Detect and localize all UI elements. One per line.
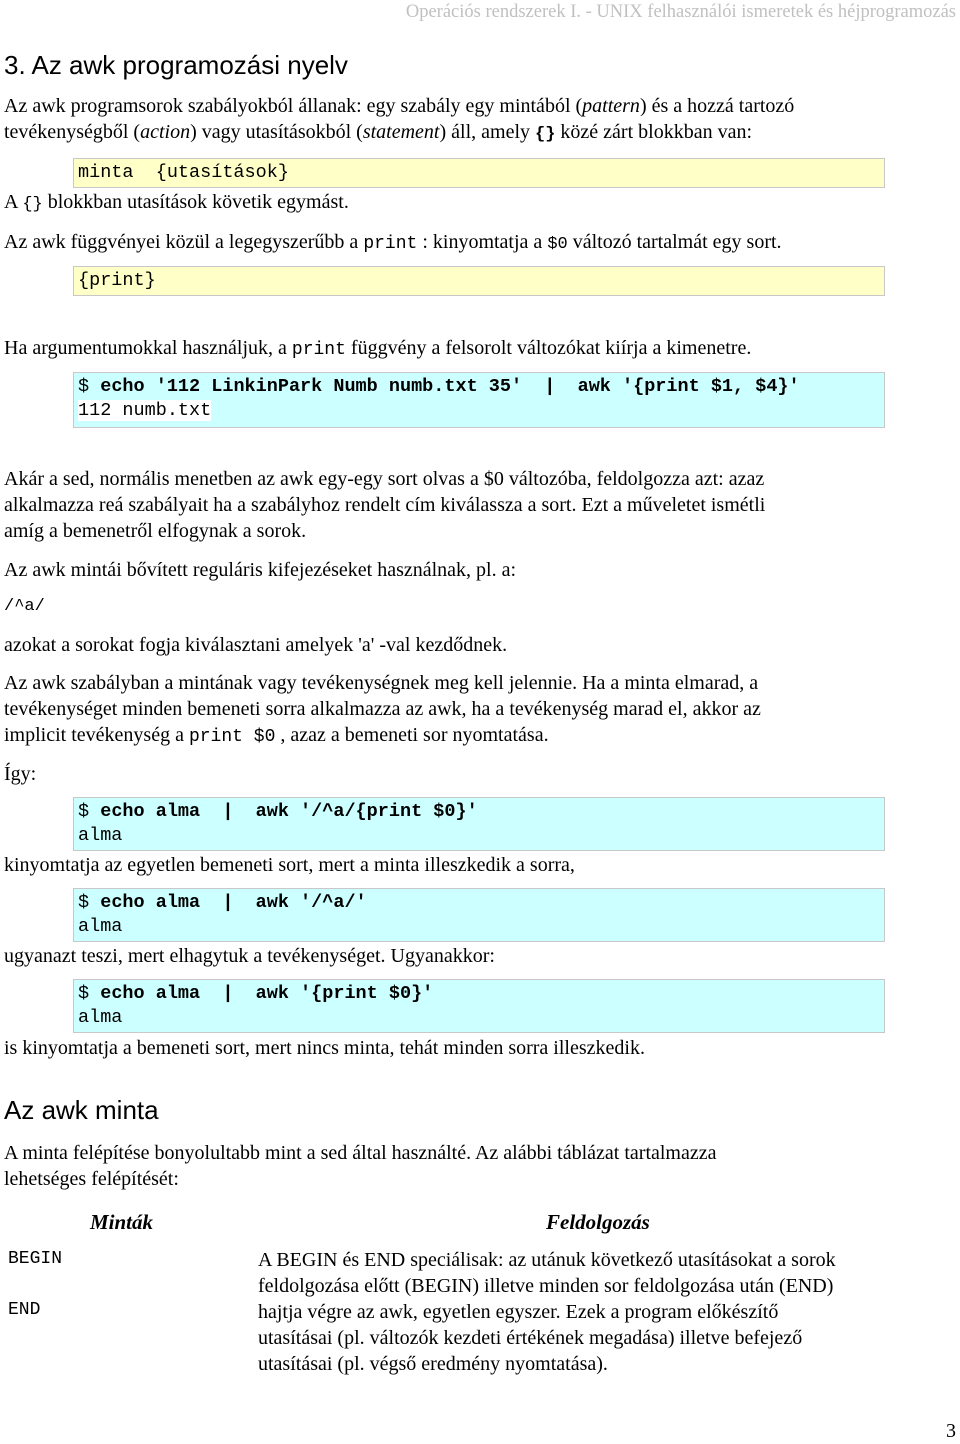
code-box-print — [73, 266, 885, 296]
command-output — [78, 915, 880, 939]
after-example-1: kinyomtatja az egyetlen bemeneti sort, mert a minta illeszkedik a sorra, — [4, 854, 575, 876]
code-box-example-3 — [73, 979, 885, 1033]
command-line — [78, 891, 880, 915]
table-header-processing: Feldolgozás — [546, 1210, 650, 1234]
args-line — [4, 335, 944, 363]
text: implicit tevékenység a — [4, 724, 189, 746]
pattern-end: END — [8, 1300, 41, 1320]
text: Az awk programsorok szabályokból állanak: egy szabály egy mintából ( — [4, 95, 583, 117]
regex-example: /^a/ — [4, 597, 45, 616]
description-line: utasításai (pl. végső eredmény nyomtatása). — [258, 1353, 608, 1375]
shell-prompt: $ — [78, 983, 101, 1004]
command-text: echo alma | awk '{print $0}' — [100, 983, 434, 1004]
shell-prompt: $ — [78, 801, 101, 822]
text: ) áll, amely — [439, 121, 536, 143]
text: blokkban utasítások követik egymást. — [42, 191, 349, 213]
command-line — [78, 982, 880, 1006]
output-text: alma — [78, 1007, 123, 1028]
command-output — [78, 824, 880, 848]
text: , azaz a bemeneti sor nyomtatása. — [275, 724, 549, 746]
text: A — [4, 191, 23, 213]
running-header: Operációs rendszerek I. - UNIX felhasználói ismeretek és héjprogramozás — [405, 2, 956, 22]
output-text: 112 numb.txt — [78, 400, 212, 421]
inline-code: print — [291, 340, 346, 360]
code-text: {print} — [78, 270, 156, 291]
print-line — [4, 229, 944, 258]
para4-line-3 — [4, 722, 944, 750]
term-action: action — [140, 121, 191, 143]
shell-prompt: $ — [78, 376, 101, 397]
subsection-title: Az awk minta — [4, 1095, 159, 1125]
section-title: 3. Az awk programozási nyelv — [4, 50, 348, 80]
text: közé zárt blokkban van: — [555, 121, 753, 143]
description-line: feldolgozása előtt (BEGIN) illetve minden sor feldolgozása után (END) — [258, 1275, 834, 1297]
command-line — [78, 375, 880, 399]
after-example-3: is kinyomtatja a bemeneti sort, mert nincs minta, tehát minden sorra illeszkedik. — [4, 1037, 645, 1059]
para1-line-3: amíg a bemenetről elfogynak a sorok. — [4, 520, 307, 542]
para1-line-2: alkalmazza reá szabályait ha a szabályhoz rendelt cím kiválassza a sort. Ezt a műveletet ismétli — [4, 494, 766, 516]
para3-line: azokat a sorokat fogja kiválasztani amelyek 'a' -val kezdődnek. — [4, 634, 508, 656]
para4-line-1: Az awk szabályban a mintának vagy tevékenységnek meg kell jelennie. Ha a minta elmarad, a — [4, 672, 759, 694]
output-text: alma — [78, 916, 123, 937]
after-example-2: ugyanazt teszi, mert elhagytuk a tevékenységet. Ugyanakkor: — [4, 945, 495, 967]
intro-line-2 — [4, 119, 944, 148]
inline-code: print — [363, 234, 418, 254]
command-text: echo '112 LinkinPark Numb numb.txt 35' | awk '{print $1, $4}' — [100, 376, 800, 397]
description-line: A BEGIN és END speciálisak: az utánuk következő utasításokat a sorok — [258, 1249, 836, 1271]
page-number: 3 — [946, 1420, 956, 1442]
table-description — [258, 1247, 836, 1377]
intro-line-1 — [4, 93, 944, 119]
para2-line: Az awk mintái bővített reguláris kifejezéseket használnak, pl. a: — [4, 559, 517, 581]
inline-code: print $0 — [188, 727, 276, 747]
text: : kinyomtatja a — [417, 231, 548, 253]
description-line: hajtja végre az awk, egyetlen egyszer. Ezek a program előkészítő — [258, 1301, 779, 1323]
term-pattern: pattern — [582, 95, 640, 117]
para5-line-2: lehetséges felépítését: — [4, 1168, 179, 1190]
para4-line-2: tevékenységet minden bemeneti sorra alkalmazza az awk, ha a tevékenység marad el, akkor az — [4, 698, 761, 720]
shell-prompt: $ — [78, 892, 101, 913]
para1-line-1: Akár a sed, normális menetben az awk egy-egy sort olvas a $0 változóba, feldolgozza azt: azaz — [4, 468, 765, 490]
inline-code: {} — [22, 195, 43, 214]
text: ) vagy utasításokból ( — [190, 121, 363, 143]
pattern-begin: BEGIN — [8, 1249, 63, 1269]
description-line: utasításai (pl. változók kezdeti értékének megadása) illetve befejező — [258, 1327, 803, 1349]
output-text: alma — [78, 825, 123, 846]
command-line — [78, 800, 880, 824]
blocks-line — [4, 189, 944, 218]
text: ) és a hozzá tartozó — [639, 95, 795, 117]
code-box-example-2 — [73, 888, 885, 942]
code-box-rule-syntax — [73, 158, 885, 188]
text: Ha argumentumokkal használjuk, a — [4, 337, 292, 359]
command-text: echo alma | awk '/^a/' — [100, 892, 367, 913]
inline-code: $0 — [547, 235, 568, 254]
code-box-example-1 — [73, 797, 885, 851]
code-text: minta {utasítások} — [78, 162, 289, 183]
command-output — [78, 399, 880, 423]
text: tevékenységből ( — [4, 121, 141, 143]
code-box-linkinpark — [73, 372, 885, 428]
text: változó tartalmát egy sort. — [567, 231, 782, 253]
text: Az awk függvényei közül a legegyszerűbb a — [4, 231, 364, 253]
text: függvény a felsorolt változókat kiírja a kimenetre. — [345, 337, 752, 359]
igy-label: Így: — [4, 763, 37, 785]
table-header-patterns: Minták — [90, 1210, 154, 1234]
inline-code: {} — [535, 125, 556, 144]
para5-line-1: A minta felépítése bonyolultabb mint a sed által használté. Az alábbi táblázat tartalmazza — [4, 1142, 717, 1164]
term-statement: statement — [362, 121, 440, 143]
command-text: echo alma | awk '/^a/{print $0}' — [100, 801, 478, 822]
command-output — [78, 1006, 880, 1030]
